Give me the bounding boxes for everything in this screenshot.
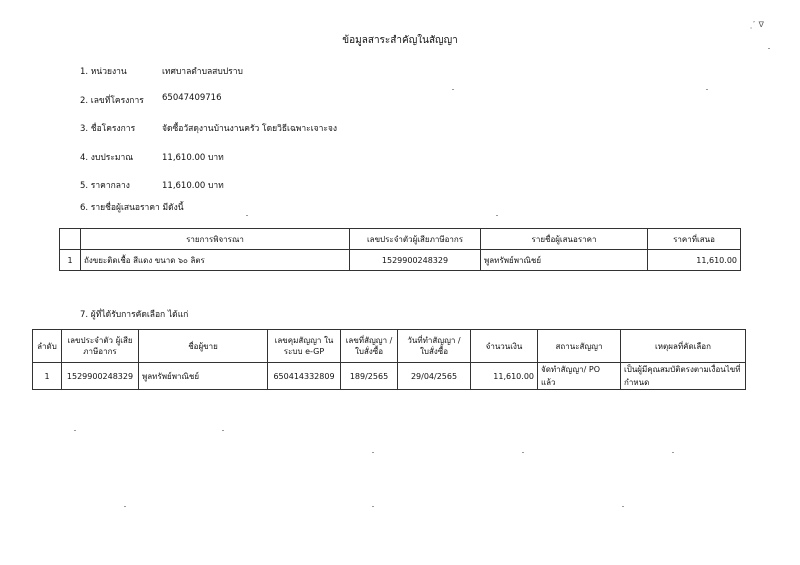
scan-speck [672,452,674,453]
table-header: เหตุผลที่คัดเลือก [621,330,746,363]
field-label: 1. หน่วยงาน [80,67,127,77]
table-cell: พูลทรัพย์พาณิชย์ [139,363,268,390]
field-label: 3. ชื่อโครงการ [80,124,136,134]
table-cell: 650414332809 [268,363,341,390]
table-header: เลขประจำตัวผู้เสียภาษีอากร [350,229,481,250]
scan-speck [124,506,126,507]
table-header: สถานะสัญญา [538,330,621,363]
scan-speck [706,89,708,90]
section-7-title: 7. ผู้ที่ได้รับการคัดเลือก ได้แก่ [80,310,189,320]
table-cell: 1529900248329 [62,363,139,390]
table-cell: 29/04/2565 [398,363,471,390]
corner-mark: ฺ᾽ ᐁ [752,20,765,29]
table-cell: 1 [33,363,62,390]
scan-speck [452,89,454,90]
table-row [33,363,746,390]
table-header [60,229,81,250]
table-header: รายชื่อผู้เสนอราคา [481,229,648,250]
bidders-table [59,228,741,271]
table-header: เลขประจำตัว ผู้เสียภาษีอากร [62,330,139,363]
table-header: เลขคุมสัญญา ในระบบ e-GP [268,330,341,363]
scan-speck [622,506,624,507]
table-cell: 11,610.00 [471,363,538,390]
table-header: ราคาที่เสนอ [648,229,741,250]
field-value: 11,610.00 บาท [162,153,224,163]
table-cell: จัดทำสัญญา/ PO แล้ว [538,363,621,390]
table-cell: เป็นผู้มีคุณสมบัติตรงตามเงื่อนไขที่กำหนด [621,363,746,390]
table-cell: 1529900248329 [350,250,481,271]
field-value: เทศบาลตำบลสบปราบ [162,67,243,77]
table-header: วันที่ทำสัญญา / ใบสั่งซื้อ [398,330,471,363]
scan-speck [496,215,498,216]
table-cell: พูลทรัพย์พาณิชย์ [481,250,648,271]
scan-speck [74,430,76,431]
table-cell: ถังขยะติดเชื้อ สีแดง ขนาด ๖๐ ลิตร [81,250,350,271]
table-cell: 11,610.00 [648,250,741,271]
table-header: ชื่อผู้ขาย [139,330,268,363]
scan-speck [522,452,524,453]
field-label: 5. ราคากลาง [80,181,130,191]
table-header-row [60,229,741,250]
scan-speck [768,48,770,49]
scan-speck [246,215,248,216]
scan-speck [372,452,374,453]
scan-speck [372,506,374,507]
section-6-title: 6. รายชื่อผู้เสนอราคา มีดังนี้ [80,203,184,213]
table-header: รายการพิจารณา [81,229,350,250]
table-header: ลำดับ [33,330,62,363]
field-value: 11,610.00 บาท [162,181,224,191]
field-label: 2. เลขที่โครงการ [80,96,144,106]
field-value: จัดซื้อวัสดุงานบ้านงานครัว โดยวิธีเฉพาะเจาะจง [162,124,338,134]
field-label: 4. งบประมาณ [80,153,134,163]
table-cell: 1 [60,250,81,271]
selected-vendor-table [32,329,746,390]
scan-speck [222,430,224,431]
table-header: เลขที่สัญญา / ใบสั่งซื้อ [341,330,398,363]
table-cell: 189/2565 [341,363,398,390]
field-value: 65047409716 [162,93,222,103]
table-header-row [33,330,746,363]
table-header: จำนวนเงิน [471,330,538,363]
page-title: ข้อมูลสาระสำคัญในสัญญา [342,35,458,46]
table-row [60,250,741,271]
